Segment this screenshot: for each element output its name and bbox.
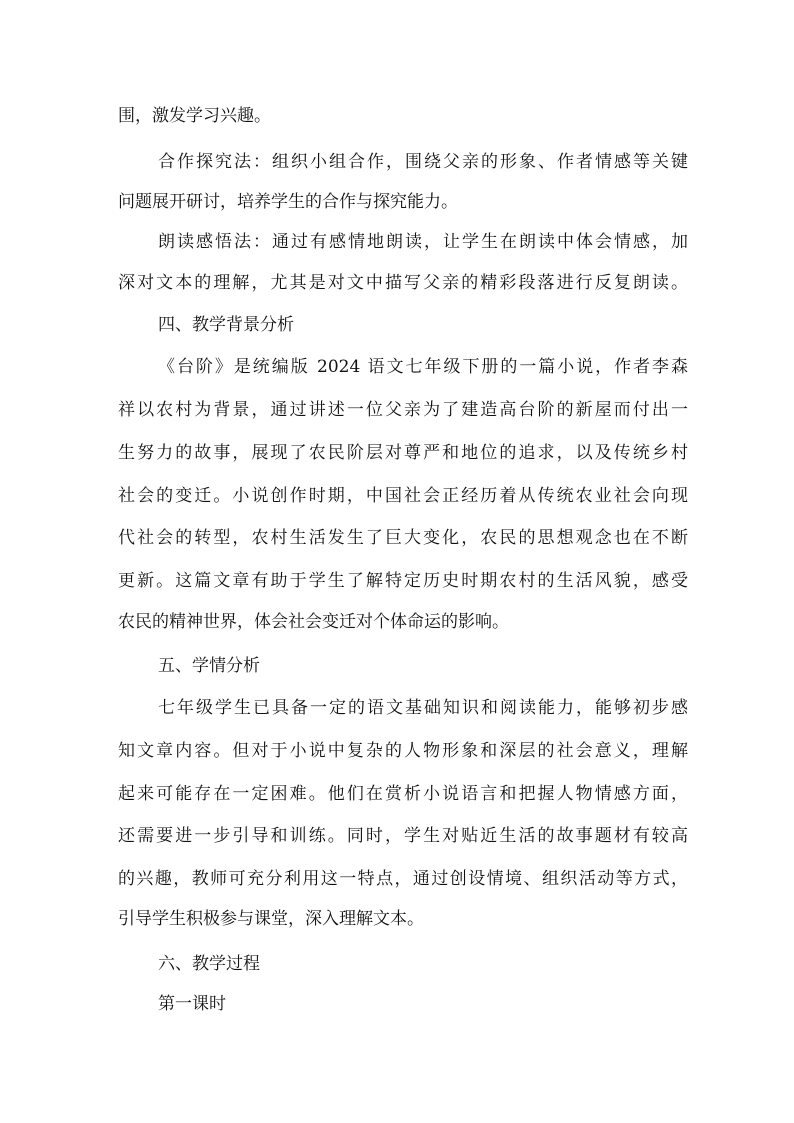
paragraph-line: 生努力的故事，展现了农民阶层对尊严和地位的追求，以及传统乡村 <box>118 443 688 463</box>
paragraph-line: 祥以农村为背景，通过讲述一位父亲为了建造高台阶的新屋而付出一 <box>118 400 688 420</box>
paragraph-line: 代社会的转型，农村生活发生了巨大变化，农民的思想观念也在不断 <box>118 528 688 548</box>
paragraph-line: 农民的精神世界，体会社会变迁对个体命运的影响。 <box>118 612 509 632</box>
paragraph-line: 社会的变迁。小说创作时期，中国社会正经历着从传统农业社会向现 <box>118 486 688 506</box>
subsection-heading: 第一课时 <box>158 994 226 1014</box>
paragraph-line: 引导学生积极参与课堂，深入理解文本。 <box>118 909 424 929</box>
paragraph-line: 的兴趣，教师可充分利用这一特点，通过创设情境、组织活动等方式， <box>118 869 688 889</box>
section-heading: 四、教学背景分析 <box>158 315 294 335</box>
paragraph-line: 围，激发学习兴趣。 <box>118 106 271 126</box>
paragraph-line: 深对文本的理解，尤其是对文中描写父亲的精彩段落进行反复朗读。 <box>118 273 688 293</box>
paragraph-line: 七年级学生已具备一定的语文基础知识和阅读能力，能够初步感 <box>158 698 688 718</box>
paragraph-line: 更新。这篇文章有助于学生了解特定历史时期农村的生活风貌，感受 <box>118 571 688 591</box>
paragraph-line: 还需要进一步引导和训练。同时，学生对贴近生活的故事题材有较高 <box>118 826 688 846</box>
paragraph-line: 合作探究法：组织小组合作，围绕父亲的形象、作者情感等关键 <box>158 152 688 172</box>
paragraph-line: 问题展开研讨，培养学生的合作与探究能力。 <box>118 192 458 212</box>
paragraph-line: 起来可能存在一定困难。他们在赏析小说语言和把握人物情感方面， <box>118 784 688 804</box>
section-heading: 六、教学过程 <box>158 954 260 974</box>
paragraph-line: 《台阶》是统编版 2024 语文七年级下册的一篇小说，作者李森 <box>158 357 688 377</box>
section-heading: 五、学情分析 <box>158 656 260 676</box>
paragraph-line: 知文章内容。但对于小说中复杂的人物形象和深层的社会意义，理解 <box>118 741 688 761</box>
paragraph-line: 朗读感悟法：通过有感情地朗读，让学生在朗读中体会情感，加 <box>158 232 688 252</box>
